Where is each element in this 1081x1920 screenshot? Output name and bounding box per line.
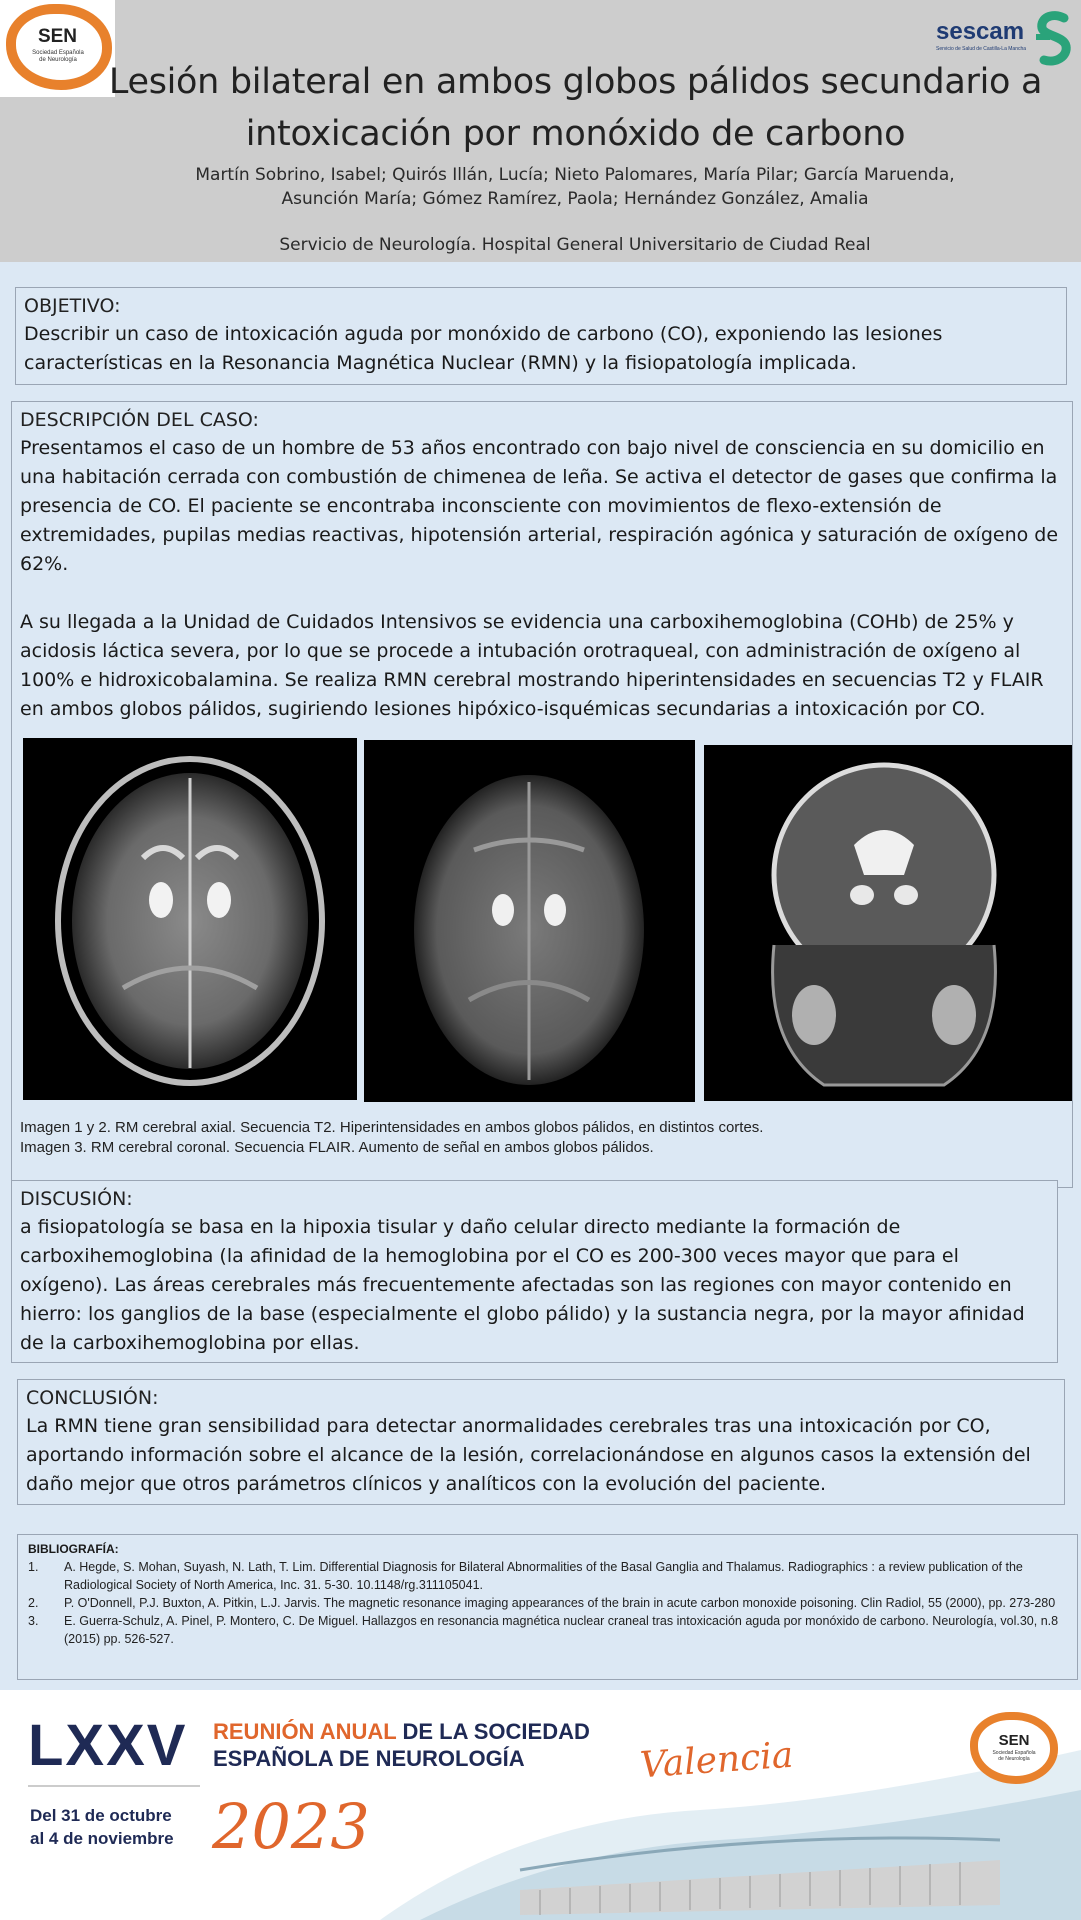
dates-line-2: al 4 de noviembre: [30, 1829, 174, 1848]
conclusion-text: La RMN tiene gran sensibilidad para detectar anormalidades cerebrales tras una intoxicación por CO, aportando información sobre el alcance de la lesión, correlacionándose en algunos casos la extensión del daño mejor que otros parámetros clínicos y analíticos con la evolución del paciente.: [26, 1415, 1031, 1495]
congress-name: [213, 1718, 683, 1772]
conclusion-section: [17, 1379, 1065, 1505]
mri-axial-t2-image-2: [364, 740, 695, 1102]
bibliografia-item-text: P. O'Donnell, P.J. Buxton, A. Pitkin, L.J. Jarvis. The magnetic resonance imaging appearances of the brain in acute carbon monoxide poisoning. Clin Radiol, 55 (2000), pp. 273-280: [64, 1596, 1056, 1610]
bibliografia-item: [28, 1612, 1067, 1648]
mri-image-2: [364, 740, 695, 1102]
objetivo-section: [15, 287, 1067, 385]
sescam-logo-text: sescam: [936, 18, 1025, 45]
discusion-section: [11, 1180, 1058, 1363]
caption-line-1: Imagen 1 y 2. RM cerebral axial. Secuencia T2. Hiperintensidades en ambos globos pálidos, en distintos cortes.: [20, 1119, 764, 1136]
congress-banner: [0, 1690, 1081, 1920]
caso-heading: DESCRIPCIÓN DEL CASO:: [20, 409, 259, 431]
sen-logo: [0, 0, 115, 97]
congress-dates: [30, 1804, 210, 1850]
sen-footer-text: SEN: [998, 1732, 1030, 1749]
bibliografia-list: [28, 1558, 1067, 1648]
congress-name-line-2: ESPAÑOLA DE NEUROLOGÍA: [213, 1746, 525, 1771]
mri-image-3: [704, 745, 1072, 1101]
congress-year: 2023: [212, 1790, 370, 1863]
caso-paragraph-1: Presentamos el caso de un hombre de 53 años encontrado con bajo nivel de consciencia en su domicilio en una habitación cerrada con combustión de chimenea de leña. Se activa el detector de gases que confirma la presencia de CO. El paciente se encontraba inconsciente con movimientos de flexo-extensión de extremidades, pupilas medias reactivas, hipotensión arterial, respiración agónica y saturación de oxígeno de 62%.: [20, 437, 1059, 575]
mri-coronal-flair-image: [704, 745, 1072, 1101]
bibliografia-item-number: 2.: [28, 1596, 39, 1610]
bibliografia-item-text: E. Guerra-Schulz, A. Pinel, P. Montero, C. De Miguel. Hallazgos en resonancia magnética nuclear craneal tras intoxicación aguda por monóxido de carbono. Neurología, vol.30, n.8 (2015) pp. 526-527.: [64, 1614, 1059, 1646]
congress-name-highlight: REUNIÓN ANUAL: [213, 1719, 397, 1744]
mri-image-1: [23, 738, 357, 1100]
sen-logo-text: SEN: [37, 26, 78, 47]
affiliation: Servicio de Neurología. Hospital General Universitario de Ciudad Real: [279, 235, 871, 255]
authors-line-1: Martín Sobrino, Isabel; Quirós Illán, Lucía; Nieto Palomares, María Pilar; García Maruenda,: [195, 165, 955, 185]
bibliografia-item-number: 3.: [28, 1614, 39, 1628]
objetivo-heading: OBJETIVO:: [24, 295, 121, 317]
discusion-text: a fisiopatología se basa en la hipoxia tisular y daño celular directo mediante la formación de carboxihemoglobina (la afinidad de la hemoglobina por el CO es 200-300 veces mayor que para el oxígeno). Las áreas cerebrales más frecuentemente afectadas son las regiones con mayor contenido en hierro: los ganglios de la base (especialmente el globo pálido) y la sustancia negra, por la mayor afinidad de la carboxihemoglobina por ellas.: [20, 1216, 1025, 1354]
bibliografia-item: [28, 1594, 1067, 1612]
title-line-1: Lesión bilateral en ambos globos pálidos secundario a: [108, 62, 1043, 102]
discusion-heading: DISCUSIÓN:: [20, 1188, 133, 1210]
sen-logo-footer: [970, 1712, 1060, 1788]
bibliografia-item-text: A. Hegde, S. Mohan, Suyash, N. Lath, T. Lim. Differential Diagnosis for Bilateral Abnormalities of the Basal Ganglia and Thalamus. Radiographics : a review publication of the Radiological Society of North America, Inc. 31. 5-30. 10.1148/rg.311105041.: [64, 1560, 1023, 1592]
mri-axial-t2-image-1: [23, 738, 357, 1100]
title-line-2: intoxicación por monóxido de carbono: [245, 114, 906, 154]
dates-line-1: Del 31 de octubre: [30, 1806, 172, 1825]
congress-city: Valencia: [638, 1734, 795, 1787]
sen-logo-subtitle: Sociedad Española de Neurología: [32, 50, 84, 63]
image-caption: [20, 1118, 1060, 1158]
poster-header: [0, 0, 1081, 262]
sen-footer-subtitle: Sociedad Española de Neurología: [992, 1750, 1036, 1762]
authors: [150, 163, 1000, 211]
congress-edition: LXXV: [28, 1713, 188, 1778]
congress-name-rest: DE LA SOCIEDAD: [396, 1719, 590, 1744]
caso-paragraph-2: A su llegada a la Unidad de Cuidados Intensivos se evidencia una carboxihemoglobina (COHb) de 25% y acidosis láctica severa, por lo que se procede a intubación orotraqueal, con administración de oxígeno al 100% e hidroxicobalamina. Se realiza RMN cerebral mostrando hiperintensidades en secuencias T2 y FLAIR en ambos globos pálidos, sugiriendo lesiones hipóxico-isquémicas secundarias a intoxicación por CO.: [20, 611, 1044, 720]
poster-title: [108, 56, 1043, 160]
objetivo-text: Describir un caso de intoxicación aguda por monóxido de carbono (CO), exponiendo las lesiones características en la Resonancia Magnética Nuclear (RMN) y la fisiopatología implicada.: [24, 323, 943, 374]
bibliografia-item-number: 1.: [28, 1560, 39, 1574]
bibliografia-section: [17, 1534, 1078, 1680]
sescam-logo-subtitle: Servicio de Salud de Castilla-La Mancha: [936, 46, 1027, 52]
bibliografia-item: [28, 1558, 1067, 1594]
conclusion-heading: CONCLUSIÓN:: [26, 1387, 159, 1409]
bibliografia-heading: BIBLIOGRAFÍA:: [28, 1542, 119, 1556]
authors-line-2: Asunción María; Gómez Ramírez, Paola; Hernández González, Amalia: [281, 189, 869, 209]
caption-line-2: Imagen 3. RM cerebral coronal. Secuencia FLAIR. Aumento de señal en ambos globos pálidos.: [20, 1139, 654, 1156]
